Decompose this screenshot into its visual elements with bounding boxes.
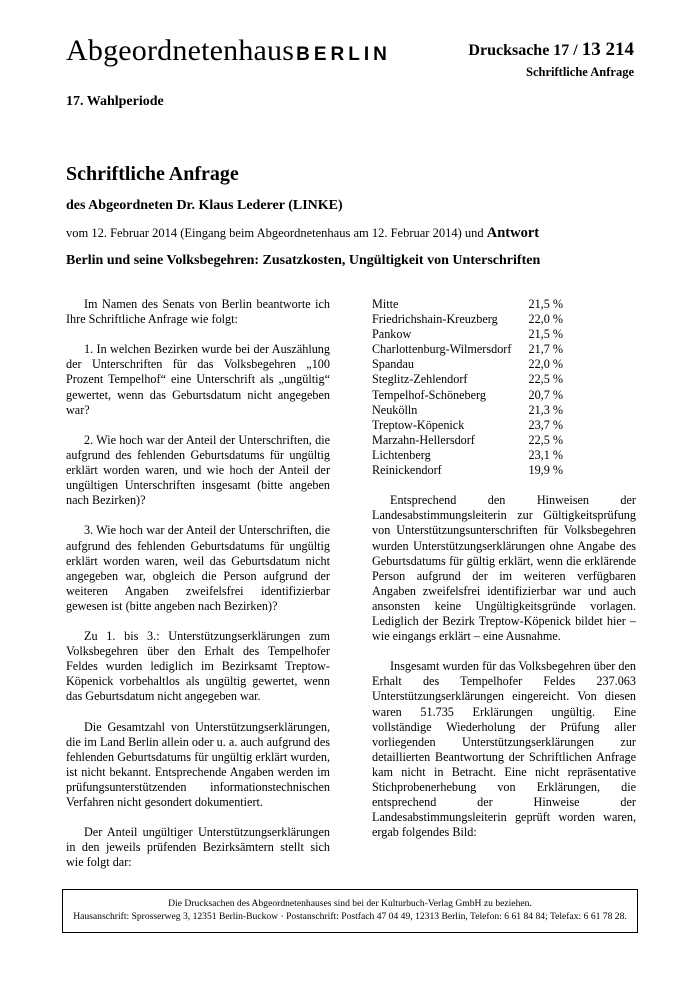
district-value: 21,5 % xyxy=(528,297,563,311)
drucksache-number-line xyxy=(468,40,634,61)
district-value: 22,0 % xyxy=(528,357,563,372)
table-row xyxy=(372,418,563,433)
table-row xyxy=(372,312,563,327)
table-row xyxy=(372,342,563,357)
table-row xyxy=(372,433,563,448)
district-table xyxy=(372,297,563,478)
table-row xyxy=(372,297,563,312)
district-name: Lichtenberg xyxy=(372,447,431,462)
question-1: 1. In welchen Bezirken wurde bei der Auszählung der Unterschriften für das Volksbegehren „100 Prozent Tempelhof“ eine Unterschrift als „ungültig“ gewertet, wenn das Geburtsdatum nicht angegeben war? xyxy=(66,342,330,417)
district-value: 21,5 % xyxy=(528,327,563,342)
drucksache-number: 13 214 xyxy=(581,39,634,60)
footer-box xyxy=(62,889,638,933)
paragraph: Im Namen des Senats von Berlin beantworte ich Ihre Schriftliche Anfrage wie folgt: xyxy=(66,297,330,327)
drucksache-block xyxy=(468,40,634,83)
right-column xyxy=(372,297,636,855)
author-line: des Abgeordneten Dr. Klaus Lederer (LINKE) xyxy=(66,198,343,213)
answer-paragraph: Zu 1. bis 3.: Unterstützungserklärungen zum Volksbegehren über den Erhalt des Tempelhofer Feldes wurden lediglich im Bezirksamt Treptow-Köpenick vorbehaltlos als ungültig gewertet, wenn das Geburtsdatum nicht angegeben war. xyxy=(66,629,330,704)
table-row xyxy=(372,357,563,372)
district-value: 23,7 % xyxy=(528,417,563,432)
district-name: Friedrichshain-Kreuzberg xyxy=(372,312,498,327)
district-name: Spandau xyxy=(372,357,414,372)
footer-line-2: Hausanschrift: Sprosserweg 3, 12351 Berlin-Buckow · Postanschrift: Postfach 47 04 49, 12313 Berlin, Telefon: 6 61 84 84; Telefax: 6 61 78 28. xyxy=(73,911,627,922)
table-row xyxy=(372,403,563,418)
logo-text: Abgeordnetenhaus xyxy=(66,34,295,67)
subject-line: Berlin und seine Volksbegehren: Zusatzkosten, Ungültigkeit von Unterschriften xyxy=(66,253,541,268)
district-value: 20,7 % xyxy=(528,387,563,402)
drucksache-label: Drucksache 17 / xyxy=(468,42,582,59)
table-row xyxy=(372,388,563,403)
district-value: 19,9 % xyxy=(528,463,563,478)
district-name: Tempelhof-Schöneberg xyxy=(372,387,486,402)
district-name: Marzahn-Hellersdorf xyxy=(372,432,475,447)
district-name: Reinickendorf xyxy=(372,463,442,478)
publisher-logo xyxy=(66,34,391,72)
paragraph: Die Gesamtzahl von Unterstützungserklärungen, die im Land Berlin allein oder u. a. auch aufgrund des fehlenden Geburtsdatums für ungültig erklärt wurden, ist nicht bekannt. Entsprechende Angaben werden im prüfungsunterstützenden informationstechnischen Verfahren nicht gesondert dokumentiert. xyxy=(66,719,330,810)
left-column xyxy=(66,297,330,886)
district-name: Treptow-Köpenick xyxy=(372,417,465,432)
dateline xyxy=(66,225,539,242)
question-3: 3. Wie hoch war der Anteil der Unterschriften, die aufgrund des fehlenden Geburtsdatums für ungültig erklärt worden waren, weil das Geburtsdatum nicht angegeben war, obgleich die Person aufgrund der weiteren Angaben zweifelsfrei identifizierbar gewesen ist (bitte angeben nach Bezirken)? xyxy=(66,523,330,613)
table-row xyxy=(372,448,563,463)
dateline-text: vom 12. Februar 2014 (Eingang beim Abgeordnetenhaus am 12. Februar 2014) und xyxy=(66,226,487,240)
footer-line-1: Die Drucksachen des Abgeordnetenhauses sind bei der Kulturbuch-Verlag GmbH zu beziehen. xyxy=(168,898,532,909)
district-name: Charlottenburg-Wilmersdorf xyxy=(372,342,512,357)
answer-label: Antwort xyxy=(486,225,540,241)
district-name: Pankow xyxy=(372,327,412,342)
table-row xyxy=(372,327,563,342)
district-value: 21,7 % xyxy=(528,342,563,357)
district-name: Steglitz-Zehlendorf xyxy=(372,372,468,387)
district-value: 22,0 % xyxy=(528,312,563,327)
paragraph: Entsprechend den Hinweisen der Landesabstimmungsleiterin zur Gültigkeitsprüfung von Unterstützungsunterschriften für Volksbegehren wurden Unterstützungserklärungen ohne Angabe des Geburtsdatums für gültig erklärt, wenn die erklärende Person aufgrund der im weiteren verfügbaren Angaben zweifelsfrei identifizierbar war und auch ansonsten keine Ungültigkeitsgründe vorlagen. Lediglich der Bezirk Treptow-Köpenick bildet hier – wie eingangs erklärt – eine Ausnahme. xyxy=(372,493,636,644)
question-2: 2. Wie hoch war der Anteil der Unterschriften, die aufgrund des fehlenden Geburtsdatums für ungültig erklärt worden waren, und wie hoch der Anteil der ungültigen Unterschriften insgesamt (bitte angeben nach Bezirken)? xyxy=(66,432,330,508)
paragraph: Der Anteil ungültiger Unterstützungserklärungen in den jeweils prüfenden Bezirksämtern stellt sich wie folgt dar: xyxy=(66,825,330,870)
document-type: Schriftliche Anfrage xyxy=(526,65,634,79)
table-row xyxy=(372,463,563,478)
district-value: 22,5 % xyxy=(528,372,563,387)
logo-city: BERLIN xyxy=(296,44,391,65)
table-row xyxy=(372,372,563,387)
district-value: 23,1 % xyxy=(528,447,563,462)
district-value: 21,3 % xyxy=(528,402,563,417)
district-value: 22,5 % xyxy=(528,432,563,447)
district-name: Neukölln xyxy=(372,402,418,417)
wahlperiode: 17. Wahlperiode xyxy=(66,94,164,109)
page-title: Schriftliche Anfrage xyxy=(66,163,239,185)
paragraph: Insgesamt wurden für das Volksbegehren über den Erhalt des Tempelhofer Feldes 237.063 Unterstützungserklärungen eingereicht. Von diesen waren 51.735 Erklärungen ungültig. Eine vollständige Wiederholung der Prüfung aller vorliegenden Unterstützungserklärungen zur detaillierten Beantwortung der Schriftlichen Anfrage kam nicht in Betracht. Eine nicht repräsentative Stichprobenerhebung von Erklärungen, die entsprechend der Hinweise der Landesabstimmungsleiterin geprüft worden waren, ergab folgendes Bild: xyxy=(372,659,636,840)
district-name: Mitte xyxy=(372,297,399,311)
